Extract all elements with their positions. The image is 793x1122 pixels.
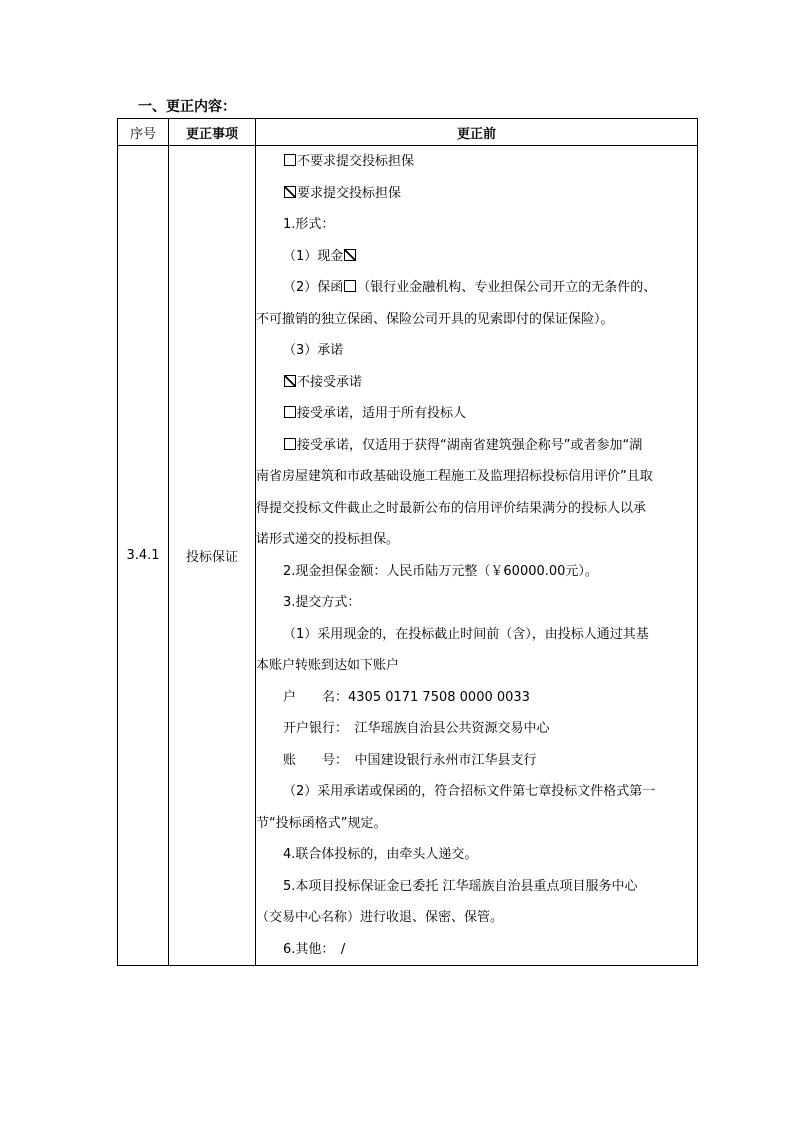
content-line-text: 得提交投标文件截止之时最新公布的信用评价结果满分的投标人以承 xyxy=(256,500,647,516)
content-line xyxy=(256,398,697,430)
content-line-text: 要求提交投标担保 xyxy=(297,185,402,201)
content-line-text: （3）承诺 xyxy=(283,343,344,358)
content-line xyxy=(256,461,697,493)
checkbox-icon xyxy=(284,406,296,418)
checked-box-icon xyxy=(284,375,296,387)
content-line-text: 账 号： 中国建设银行永州市江华县支行 xyxy=(283,752,537,768)
content-line-text: 本账户转账到达如下账户 xyxy=(256,658,400,673)
content-line-text: 不可撤销的独立保函、保险公司开具的见索即付的保证保险）。 xyxy=(256,311,614,327)
checked-box-icon xyxy=(344,249,356,261)
row-before-content xyxy=(256,146,698,966)
content-line-tail: （银行业金融机构、专业担保公司开立的无条件的、 xyxy=(357,280,657,295)
row-seq: 3.4.1 xyxy=(118,146,169,966)
content-line xyxy=(256,178,697,210)
content-line xyxy=(256,808,697,840)
content-line-text: 接受承诺，适用于所有投标人 xyxy=(297,406,467,421)
checkbox-icon xyxy=(284,154,296,166)
checkbox-icon xyxy=(284,438,296,450)
header-before: 更正前 xyxy=(256,119,698,146)
content-line-text: （2）保函 xyxy=(283,280,344,295)
content-line xyxy=(256,839,697,871)
content-line xyxy=(256,745,697,777)
content-line-text: （2）采用承诺或保函的，符合招标文件第七章投标文件格式第一 xyxy=(283,784,656,799)
content-line xyxy=(256,587,697,619)
content-line xyxy=(256,241,697,273)
content-line xyxy=(256,304,697,336)
content-line-text: 2.现金担保金额：人民币陆万元整（￥60000.00元）。 xyxy=(283,563,598,579)
content-line-text: 不接受承诺 xyxy=(297,374,363,390)
header-item: 更正事项 xyxy=(169,119,256,146)
content-line xyxy=(256,871,697,903)
table-header-row xyxy=(118,119,698,146)
content-line-text: 诺形式递交的投标担保。 xyxy=(256,532,400,547)
checked-box-icon xyxy=(284,186,296,198)
content-line-text: 4.联合体投标的，由牵头人递交。 xyxy=(283,847,478,862)
content-line-text: 1.形式： xyxy=(283,217,335,232)
content-line xyxy=(256,713,697,745)
content-line xyxy=(256,556,697,588)
content-line-text: 接受承诺，仅适用于获得“湖南省建筑强企称号”或者参加“湖 xyxy=(297,437,643,453)
content-line-text: （交易中心名称）进行收退、保密、保管。 xyxy=(256,910,504,925)
content-line xyxy=(256,146,697,178)
content-line xyxy=(256,650,697,682)
table-row xyxy=(118,146,698,966)
content-line-text: （1）采用现金的，在投标截止时间前（含），由投标人通过其基 xyxy=(283,626,649,642)
content-line xyxy=(256,524,697,556)
content-line xyxy=(256,776,697,808)
content-line xyxy=(256,272,697,304)
content-line xyxy=(256,493,697,525)
content-line-text: 开户银行： 江华瑶族自治县公共资源交易中心 xyxy=(283,721,550,736)
content-line xyxy=(256,934,697,966)
content-line xyxy=(256,619,697,651)
content-line-text: 不要求提交投标担保 xyxy=(297,154,415,169)
content-line-text: 3.提交方式： xyxy=(283,595,361,610)
checkbox-icon xyxy=(344,280,356,292)
content-line xyxy=(256,367,697,399)
correction-table xyxy=(117,118,698,966)
content-line-text: 南省房屋建筑和市政基础设施工程施工及监理招标投标信用评价”且取 xyxy=(256,469,653,484)
content-line-text: （1）现金 xyxy=(283,248,344,264)
content-line xyxy=(256,682,697,714)
header-seq: 序号 xyxy=(118,119,169,146)
content-line-text: 户 名：4305 0171 7508 0000 0033 xyxy=(283,689,530,705)
content-line xyxy=(256,335,697,367)
row-item: 投标保证 xyxy=(169,146,256,966)
content-line-text: 节“投标函格式”规定。 xyxy=(256,815,387,831)
section-heading: 一、更正内容： xyxy=(138,99,236,115)
content-line xyxy=(256,902,697,934)
content-line-text: 5.本项目投标保证金已委托 江华瑶族自治县重点项目服务中心 xyxy=(283,878,638,894)
content-line-text: 6.其他： / xyxy=(283,941,346,957)
content-line xyxy=(256,209,697,241)
content-line xyxy=(256,430,697,462)
